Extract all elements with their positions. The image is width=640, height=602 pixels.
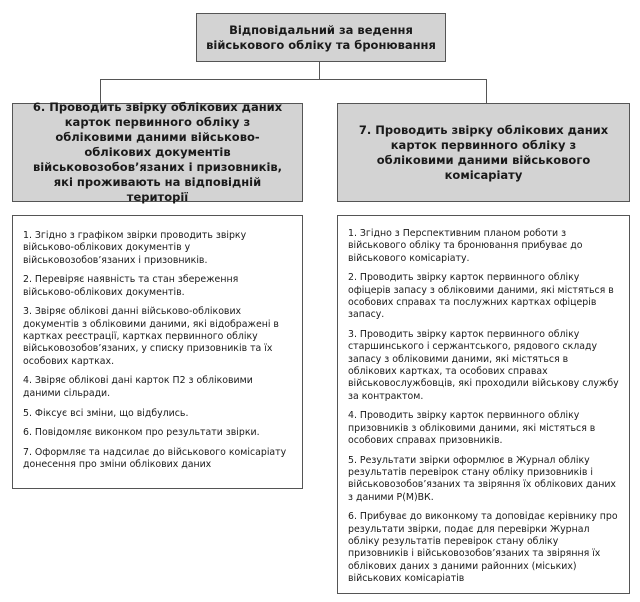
right-header-box bbox=[337, 103, 630, 202]
list-item: 7. Оформляє та надсилає до військового комісаріату донесення про зміни облікових даних bbox=[23, 447, 287, 471]
left-header-text bbox=[13, 100, 302, 205]
list-item: 4. Звіряє облікові дані карток П2 з обліковими даними сільради. bbox=[23, 375, 253, 399]
list-item: 5. Результати звірки оформлює в Журнал обліку результатів перевірок стану обліку призовників і військовозобов’язаних та звіряння їх облікових даних з даними Р(М)ВК. bbox=[348, 454, 616, 503]
list-item: 2. Перевіряє наявність та стан збереження військово-облікових документів. bbox=[23, 274, 239, 298]
right-header-text bbox=[338, 123, 629, 183]
list-item: 2. Проводить звірку карток первинного обліку офіцерів запасу з обліковими даними, які містяться в особових справах та послужних картках офіцерів запасу. bbox=[348, 272, 614, 321]
list-item: 6. Прибуває до виконкому та доповідає керівнику про результати звірки, подає для перевірки Журнал обліку результатів перевірок стану обліку призовників і військовозобов’язаних та звіряння їх облікових даних з даними районних (міських) військових комісаріатів bbox=[348, 511, 618, 584]
left-header-box bbox=[12, 100, 303, 204]
connector-right-vertical bbox=[486, 79, 487, 103]
left-steps-list bbox=[23, 230, 288, 472]
left-steps-box bbox=[12, 215, 303, 489]
connector-top-vertical bbox=[319, 62, 320, 79]
list-item: 1. Згідно з графіком звірки проводить звірку військово-облікових документів у військовозобов’язаних і призовників. bbox=[23, 230, 247, 266]
connector-horizontal bbox=[100, 79, 487, 80]
right-header-number: 7. bbox=[358, 122, 372, 137]
right-steps-list bbox=[348, 228, 619, 585]
left-header-number: 6. bbox=[32, 100, 46, 114]
list-item: 3. Проводить звірку карток первинного обліку старшинського і сержантського, рядового складу запасу з обліковими даними, які містяться в облікових картках, та особових справах військовослужбовців, які проходили військову службу за контрактом. bbox=[348, 329, 619, 402]
list-item: 3. Звіряє облікові данні військово-облікових документів з обліковими даними, які відображені в картках реєстрації, картках первинного обліку військовозобов’язаних, у списку призовників та їх особових картках. bbox=[23, 306, 279, 367]
right-header-title: Проводить звірку облікових даних карток первинного обліку з обліковими даними військового комісаріату bbox=[375, 122, 609, 182]
top-header-box bbox=[196, 13, 446, 62]
left-header-title: Проводить звірку облікових даних карток первинного обліку з обліковими даними військово-облікових документів військовозобов’язаних і призовників, які проживають на відповідній території bbox=[32, 100, 283, 204]
top-header-title: Відповідальний за ведення військового обліку та бронювання bbox=[206, 22, 436, 52]
list-item: 6. Повідомляє виконком про результати звірки. bbox=[23, 427, 260, 439]
right-steps-box bbox=[337, 215, 630, 594]
list-item: 1. Згідно з Перспективним планом роботи з військового обліку та бронювання прибуває до військового комісаріату. bbox=[348, 228, 583, 264]
list-item: 5. Фіксує всі зміни, що відбулись. bbox=[23, 407, 189, 419]
list-item: 4. Проводить звірку карток первинного обліку призовників з обліковими даними, які містяться в особових справах призовників. bbox=[348, 410, 596, 446]
